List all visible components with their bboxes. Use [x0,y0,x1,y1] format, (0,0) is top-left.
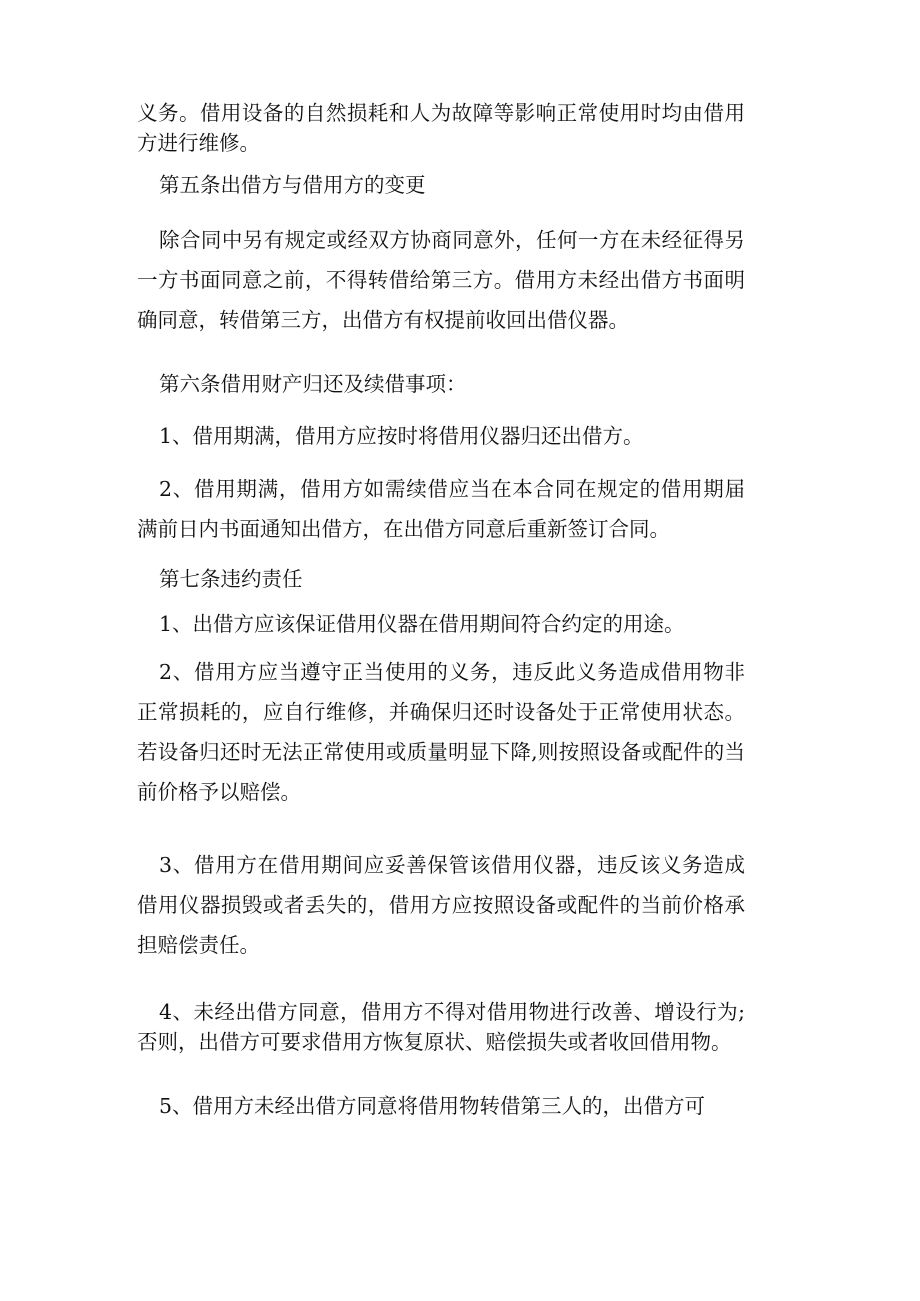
article-7-item-5: 5、借用方未经出借方同意将借用物转借第三人的，出借方可 [159,1094,706,1118]
article-7-item-1: 1、出借方应该保证借用仪器在借用期间符合约定的用途。 [159,612,685,636]
article-5-heading: 第五条出借方与借用方的变更 [159,173,426,197]
article-5-body: 除合同中另有规定或经双方协商同意外，任何一方在未经征得另一方书面同意之前，不得转借给第三方。借用方未经出借方书面明确同意，转借第三方，出借方有权提前收回出借仪器。 [137,228,745,332]
article-6-heading: 第六条借用财产归还及续借事项： [159,372,467,396]
article-7-item-3: 3、借用方在借用期间应妥善保管该借用仪器，违反该义务造成借用仪器损毁或者丢失的，借用方应按照设备或配件的当前价格承担赔偿责任。 [137,853,745,957]
paragraph-obligation-repair: 义务。借用设备的自然损耗和人为故障等影响正常使用时均由借用方进行维修。 [137,101,745,155]
article-6-item-1: 1、借用期满，借用方应按时将借用仪器归还出借方。 [159,424,644,448]
article-7-heading: 第七条违约责任 [159,567,303,591]
article-6-item-2: 2、借用期满，借用方如需续借应当在本合同在规定的借用期届满前日内书面通知出借方，在出借方同意后重新签订合同。 [137,477,745,541]
article-7-item-2: 2、借用方应当遵守正当使用的义务，违反此义务造成借用物非正常损耗的，应自行维修，并确保归还时设备处于正常使用状态。若设备归还时无法正常使用或质量明显下降,则按照设备或配件的当前价格予以赔偿。 [137,660,745,804]
article-7-item-4: 4、未经出借方同意，借用方不得对借用物进行改善、增设行为;否则，出借方可要求借用方恢复原状、赔偿损失或者收回借用物。 [137,1000,745,1054]
